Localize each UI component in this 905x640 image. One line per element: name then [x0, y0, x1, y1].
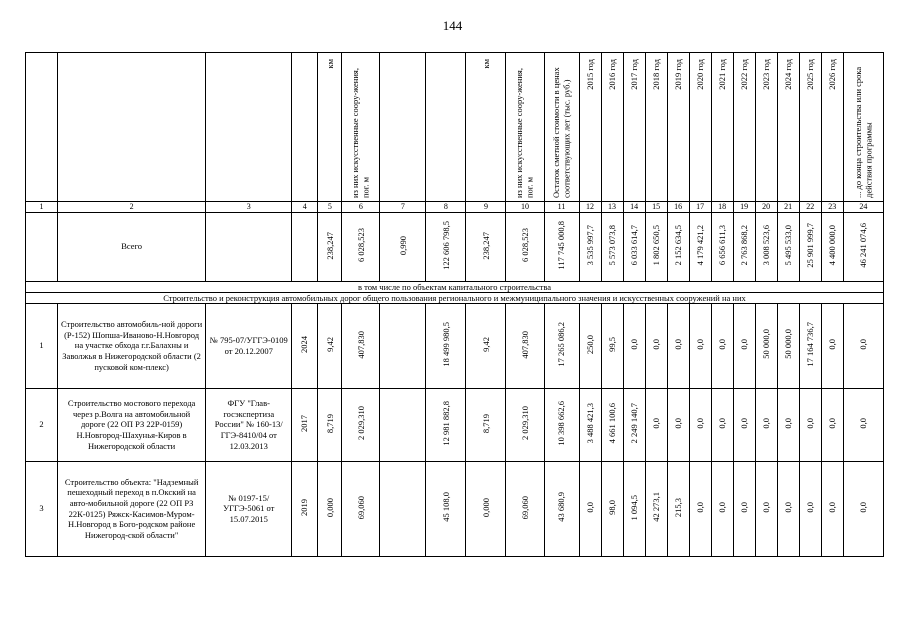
cell [799, 303, 821, 388]
cell [733, 461, 755, 556]
value: 407,830 [519, 330, 530, 359]
header-year: 2025 год [804, 59, 815, 90]
year-value: 250,0 [584, 334, 595, 354]
year-value: 0,0 [804, 502, 815, 513]
section-title: Строительство и реконструкция автомобильных дорог общего пользования регионального и межмуниципального значения и искусственных сооружений на них [26, 292, 884, 303]
column-number: 17 [689, 201, 711, 212]
year-value: 99,5 [606, 336, 617, 352]
header-year: 2023 год [760, 59, 771, 90]
cell [667, 303, 689, 388]
cell [342, 303, 380, 388]
cell [426, 388, 466, 461]
total-year-value: 6 033 614,7 [628, 225, 639, 266]
header-year: 2026 год [826, 59, 837, 90]
year-value: 0,0 [628, 339, 639, 350]
total-cell [711, 212, 733, 281]
value: 0,000 [480, 497, 491, 517]
total-cell [466, 212, 506, 281]
total-value: 6 028,523 [519, 228, 530, 263]
table-row [26, 303, 884, 388]
value: 2 029,310 [519, 406, 530, 441]
column-number: 2 [58, 201, 206, 212]
year-value: 0,0 [782, 502, 793, 513]
object-name: Строительство объекта: "Надземный пешеходный переход в п.Окский на авто-мобильной дороге (22 ОП РЗ 22К-0125) Ряжск-Касимов-Муром-Н.Новгород в Бого-родском районе Нижегород-ской области" [58, 461, 206, 556]
cell [667, 388, 689, 461]
cell [466, 461, 506, 556]
total-cell [689, 212, 711, 281]
total-value: 238,247 [480, 231, 491, 260]
total-year-value: 5 495 533,0 [782, 225, 793, 266]
header-cell [506, 53, 544, 202]
header-cell [667, 53, 689, 202]
header-cell [380, 53, 426, 202]
total-year-value: 3 535 997,7 [584, 225, 595, 266]
value: 10 398 662,6 [556, 401, 567, 446]
year-value: 0,0 [760, 502, 771, 513]
header-year: 2022 год [738, 59, 749, 90]
column-number: 13 [601, 201, 623, 212]
column-number: 7 [380, 201, 426, 212]
column-number: 23 [821, 201, 843, 212]
year-value: 0,0 [694, 339, 705, 350]
total-cell [318, 212, 342, 281]
year-value: 4 661 100,6 [606, 403, 617, 444]
cell [579, 303, 601, 388]
header-km-1: км [324, 59, 335, 69]
year-value: 3 488 421,3 [584, 403, 595, 444]
header-cell [821, 53, 843, 202]
value: 8,719 [324, 413, 335, 433]
header-cell [544, 53, 579, 202]
cell [799, 461, 821, 556]
cell [799, 388, 821, 461]
year-value: 0,0 [716, 339, 727, 350]
object-name: Строительство мостового перехода через р.Волга на автомобильной дороге (22 ОП РЗ 22Р-0159) Н.Новгород-Шахунья-Киров в Нижегородской области [58, 388, 206, 461]
header-year: 2024 год [782, 59, 793, 90]
header-year: 2020 год [694, 59, 705, 90]
value: 18 499 980,5 [440, 322, 451, 367]
column-number: 8 [426, 201, 466, 212]
subheader-row [26, 281, 884, 292]
year-value: 0,0 [716, 418, 727, 429]
header-cell [206, 53, 292, 202]
cell [777, 303, 799, 388]
cell [777, 461, 799, 556]
cell [601, 461, 623, 556]
column-number: 20 [755, 201, 777, 212]
year-value: 0,0 [694, 418, 705, 429]
year-value: 50 000,0 [760, 329, 771, 360]
column-number: 11 [544, 201, 579, 212]
total-year-value: 2 152 634,5 [672, 225, 683, 266]
cell [733, 388, 755, 461]
header-cell [711, 53, 733, 202]
year-value: 0,0 [584, 502, 595, 513]
cell [689, 388, 711, 461]
year-value: 0,0 [738, 339, 749, 350]
header-year: 2016 год [606, 59, 617, 90]
cell [623, 388, 645, 461]
cell [645, 461, 667, 556]
total-year-value: 4 400 000,0 [826, 225, 837, 266]
value: 2 029,310 [355, 406, 366, 441]
year-value: 0,0 [694, 502, 705, 513]
page-number: 144 [442, 18, 463, 33]
cell [821, 461, 843, 556]
cell [711, 303, 733, 388]
cell [544, 388, 579, 461]
year-value: 0,0 [826, 502, 837, 513]
table-row [26, 461, 884, 556]
header-structures-1: из них искусственные соору-жения, пог. м [350, 68, 371, 198]
cell [777, 388, 799, 461]
total-cell [544, 212, 579, 281]
cell [342, 461, 380, 556]
header-cell [292, 53, 318, 202]
year-value: 0,0 [804, 418, 815, 429]
header-remaining-cost: Остаток сметной стоимости в ценах соответствующих лет (тыс. руб.) [550, 67, 572, 198]
column-number: 12 [579, 201, 601, 212]
object-name: Строительство автомобиль-ной дороги (Р-152) Шопша-Иваново-Н.Новгород на участке обхода г.г.Балахны и Заволжья в Нижегородской области (2 пусковой ком-плекс) [58, 303, 206, 388]
value: 0,0 [858, 339, 869, 350]
header-until-end: ... до конца строительства или срока действия программы [852, 66, 874, 198]
year-value: 215,3 [672, 497, 683, 517]
column-number: 10 [506, 201, 544, 212]
header-cell [689, 53, 711, 202]
total-row [26, 212, 884, 281]
total-cell [342, 212, 380, 281]
column-number-row [26, 201, 884, 212]
value: 17 265 086,2 [556, 322, 567, 367]
total-cell [506, 212, 544, 281]
column-number: 1 [26, 201, 58, 212]
cell [506, 388, 544, 461]
expertise-document: № 0197-15/УГГЭ-5061 от 15.07.2015 [206, 461, 292, 556]
section-row [26, 292, 884, 303]
total-year-value: 3 008 523,6 [760, 225, 771, 266]
column-number: 4 [292, 201, 318, 212]
total-cell [777, 212, 799, 281]
cell [755, 388, 777, 461]
year-value: 17 164 736,7 [804, 322, 815, 367]
total-cell [799, 212, 821, 281]
total-value: 0,990 [397, 235, 408, 255]
header-year: 2017 год [628, 59, 639, 90]
value: 69,060 [355, 495, 366, 519]
header-cell [799, 53, 821, 202]
cell [689, 303, 711, 388]
completion-year: 2017 [299, 414, 310, 432]
year-value: 0,0 [650, 339, 661, 350]
header-km-2: км [480, 59, 491, 69]
cell [711, 461, 733, 556]
column-number: 24 [843, 201, 883, 212]
total-value: 122 606 798,5 [440, 220, 451, 270]
header-cell [26, 53, 58, 202]
row-number: 1 [26, 303, 58, 388]
value: 43 680,9 [556, 492, 567, 523]
total-value: 238,247 [324, 231, 335, 260]
cell [544, 461, 579, 556]
year-value: 0,0 [826, 418, 837, 429]
column-number: 21 [777, 201, 799, 212]
year-value: 50 000,0 [782, 329, 793, 360]
cell [689, 461, 711, 556]
cell [466, 388, 506, 461]
cell [318, 388, 342, 461]
header-cell [843, 53, 883, 202]
total-cell [380, 212, 426, 281]
column-number: 14 [623, 201, 645, 212]
cell [843, 461, 883, 556]
total-year-value: 25 901 999,7 [804, 223, 815, 268]
cell [645, 388, 667, 461]
column-number: 16 [667, 201, 689, 212]
cell [426, 303, 466, 388]
completion-year: 2024 [299, 335, 310, 353]
header-cell [466, 53, 506, 202]
cell [711, 388, 733, 461]
column-number: 19 [733, 201, 755, 212]
total-value: 6 028,523 [355, 228, 366, 263]
column-number: 22 [799, 201, 821, 212]
expertise-document: ФГУ "Глав-госэкспертиза России" № 160-13/ГГЭ-8410/04 от 12.03.2013 [206, 388, 292, 461]
cell [318, 461, 342, 556]
header-cell [623, 53, 645, 202]
cell [342, 388, 380, 461]
total-label: Всего [58, 212, 206, 281]
header-year: 2021 год [716, 59, 727, 90]
cell [755, 303, 777, 388]
header-cell [342, 53, 380, 202]
header-row [26, 53, 884, 202]
total-cell [601, 212, 623, 281]
cell [318, 303, 342, 388]
cell [645, 303, 667, 388]
value: 45 108,0 [440, 492, 451, 523]
year-value: 2 249 140,7 [628, 403, 639, 444]
cell [466, 303, 506, 388]
total-value: 117 745 000,8 [556, 221, 567, 270]
header-cell [58, 53, 206, 202]
value: 407,830 [355, 330, 366, 359]
column-number: 15 [645, 201, 667, 212]
year-value: 0,0 [826, 339, 837, 350]
total-cell [292, 212, 318, 281]
cell [292, 303, 318, 388]
header-cell [318, 53, 342, 202]
cell [506, 461, 544, 556]
cell [579, 388, 601, 461]
value: 0,000 [324, 497, 335, 517]
total-cell [426, 212, 466, 281]
year-value: 0,0 [738, 502, 749, 513]
header-cell [645, 53, 667, 202]
column-number: 18 [711, 201, 733, 212]
header-year: 2019 год [672, 59, 683, 90]
total-year-value: 4 179 421,2 [694, 225, 705, 266]
total-cell [645, 212, 667, 281]
subheader-text: в том числе по объектам капитального строительства [26, 281, 884, 292]
column-number: 6 [342, 201, 380, 212]
cell [292, 461, 318, 556]
header-cell [601, 53, 623, 202]
year-value: 0,0 [738, 418, 749, 429]
total-cell [821, 212, 843, 281]
total-year-value: 1 802 650,5 [650, 225, 661, 266]
cell [843, 388, 883, 461]
total-year-value: 5 573 073,8 [606, 225, 617, 266]
total-cell [667, 212, 689, 281]
header-cell [755, 53, 777, 202]
header-cell [579, 53, 601, 202]
year-value: 42 273,1 [650, 492, 661, 523]
cell [623, 303, 645, 388]
value: 9,42 [480, 336, 491, 352]
value: 8,719 [480, 413, 491, 433]
header-structures-2: из них искусственные соору-жения, пог. м [514, 68, 535, 198]
row-number: 2 [26, 388, 58, 461]
year-value: 0,0 [760, 418, 771, 429]
column-number: 5 [318, 201, 342, 212]
year-value: 0,0 [672, 418, 683, 429]
header-cell [426, 53, 466, 202]
cell [821, 388, 843, 461]
expertise-document: № 795-07/УГГЭ-0109 от 20.12.2007 [206, 303, 292, 388]
value: 12 981 882,8 [440, 401, 451, 446]
cell [601, 388, 623, 461]
total-year-value: 2 763 868,2 [738, 225, 749, 266]
header-year: 2015 год [584, 59, 595, 90]
header-year: 2018 год [650, 59, 661, 90]
total-value: 46 241 074,6 [858, 223, 869, 268]
cell [380, 303, 426, 388]
year-value: 98,0 [606, 499, 617, 515]
total-year-value: 6 656 611,3 [716, 225, 727, 266]
value: 0,0 [858, 418, 869, 429]
cell [821, 303, 843, 388]
header-cell [733, 53, 755, 202]
cell [292, 388, 318, 461]
year-value: 0,0 [782, 418, 793, 429]
value: 9,42 [324, 336, 335, 352]
total-cell [206, 212, 292, 281]
cell [623, 461, 645, 556]
total-cell [755, 212, 777, 281]
cell [601, 303, 623, 388]
row-number: 3 [26, 461, 58, 556]
capital-construction-table [25, 52, 884, 557]
year-value: 0,0 [716, 502, 727, 513]
total-cell [579, 212, 601, 281]
year-value: 0,0 [650, 418, 661, 429]
cell [755, 461, 777, 556]
column-number: 9 [466, 201, 506, 212]
total-cell [843, 212, 883, 281]
year-value: 0,0 [672, 339, 683, 350]
cell [380, 461, 426, 556]
cell [843, 303, 883, 388]
table-row [26, 388, 884, 461]
value: 69,060 [519, 495, 530, 519]
header-cell [777, 53, 799, 202]
cell [380, 388, 426, 461]
cell [426, 461, 466, 556]
total-cell [733, 212, 755, 281]
total-cell [623, 212, 645, 281]
completion-year: 2019 [299, 498, 310, 516]
cell [544, 303, 579, 388]
cell [733, 303, 755, 388]
year-value: 1 094,5 [628, 494, 639, 521]
total-cell [26, 212, 58, 281]
cell [579, 461, 601, 556]
column-number: 3 [206, 201, 292, 212]
value: 0,0 [858, 502, 869, 513]
cell [506, 303, 544, 388]
cell [667, 461, 689, 556]
